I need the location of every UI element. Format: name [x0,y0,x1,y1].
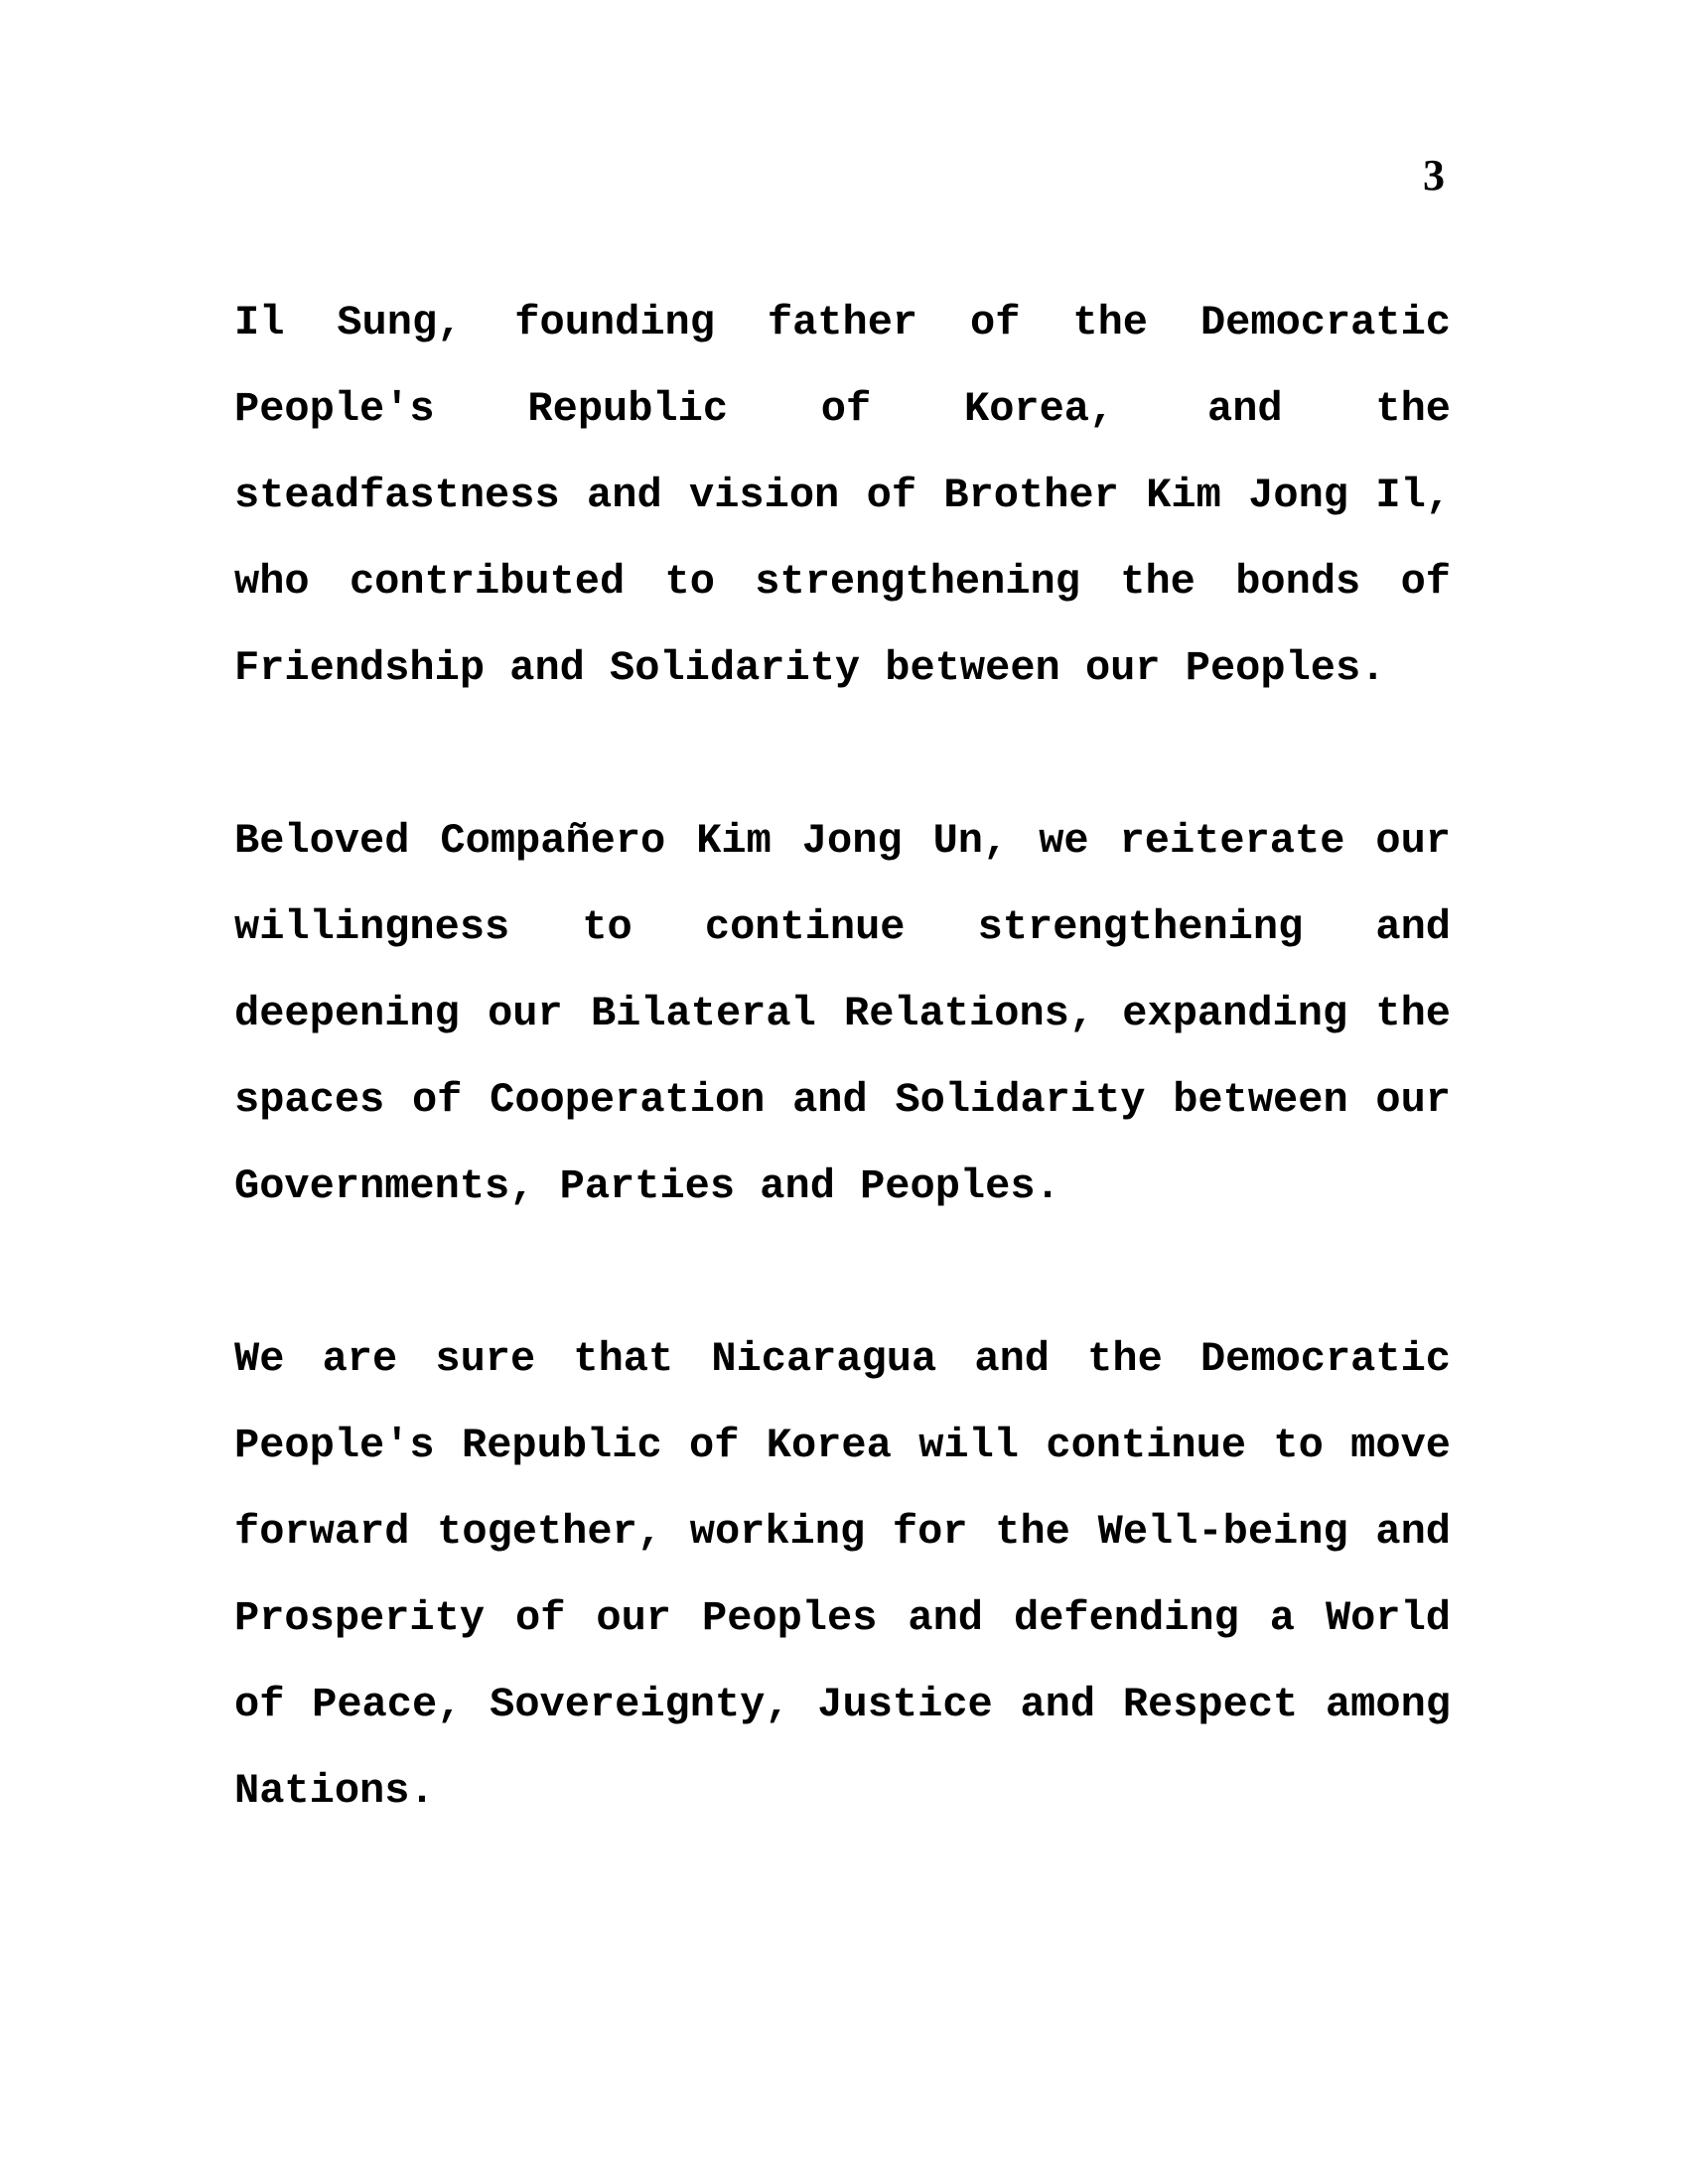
letter-body [234,280,1451,1835]
paragraph-2: Beloved Compañero Kim Jong Un, we reiterate our willingness to continue strengthening and deepening our Bilateral Relations, expanding the spaces of Cooperation and Solidarity between our Governments, Parties and Peoples. [234,817,1451,1210]
paragraph-3: We are sure that Nicaragua and the Democratic People's Republic of Korea will continue to move forward together, working for the Well-being and Prosperity of our Peoples and defending a World of Peace, Sovereignty, Justice and Respect among Nations. [234,1335,1451,1815]
page-number: 3 [1423,151,1445,200]
paragraph-1: Il Sung, founding father of the Democratic People's Republic of Korea, and the steadfastness and vision of Brother Kim Jong Il, who contributed to strengthening the bonds of Friendship and Solidarity between our Peoples. [234,299,1451,692]
